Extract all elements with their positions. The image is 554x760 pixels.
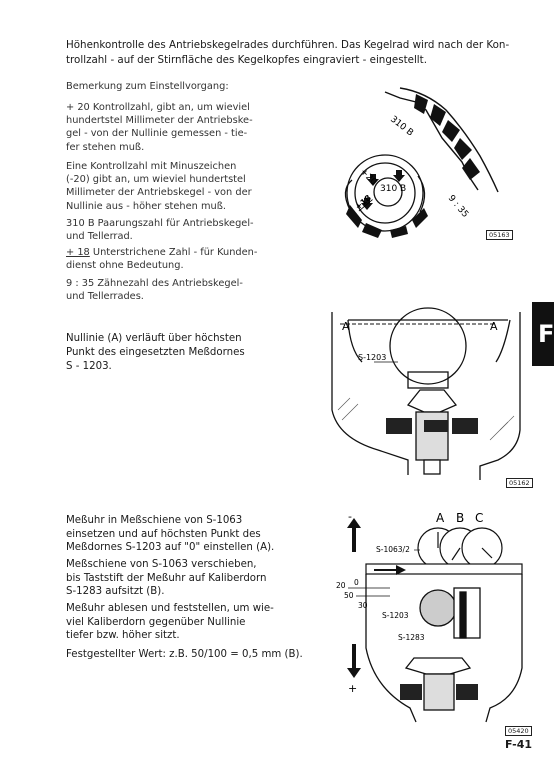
remarks-title: Bemerkung zum Einstellvorgang: (66, 81, 229, 92)
header-line-2: trollzahl - auf der Stirnfläche des Kegelkopfes eingraviert - eingestellt. (66, 54, 427, 66)
text-line: gel - von der Nullinie gemessen - tie- (66, 128, 248, 140)
text-line: bis Taststift der Meßuhr auf Kaliberdorn (66, 572, 267, 584)
section-tab-letter: F (538, 320, 554, 348)
null-line-label-right: A (490, 320, 498, 333)
text-line: S - 1203. (66, 361, 112, 372)
measure-p2 (66, 558, 267, 599)
measure-p4 (66, 648, 303, 662)
text-line: Meßuhr ablesen und feststellen, um wie- (66, 603, 274, 614)
scale-labels (336, 578, 390, 610)
rail-label: S-1063/2 (376, 545, 410, 554)
pair-number-mid: 310 B (380, 184, 407, 194)
text-line: 310 B Paarungszahl für Antriebskegel- (66, 218, 254, 229)
remark-plus20 (66, 101, 253, 154)
tool-label: S-1203 (358, 353, 387, 362)
pair-number-top: 310 B (388, 114, 415, 139)
tool-label-1: S-1203 (382, 611, 409, 620)
remark-minus (66, 160, 252, 213)
page-number: F-41 (505, 738, 533, 751)
text-span: Unterstrichene Zahl - für Kunden- (89, 247, 258, 258)
measure-p3 (66, 602, 274, 643)
scale-0: 0 (354, 578, 359, 587)
plus20-label: +20 (357, 167, 379, 188)
figure-mandrel-housing (328, 310, 524, 485)
null-line-label-left: A (342, 320, 350, 333)
figure-gear-markings (330, 80, 520, 250)
figure-dial-gauge (330, 508, 526, 728)
teeth-label: 9 : 35 (445, 193, 471, 220)
text-line: Punkt des eingesetzten Meßdornes (66, 347, 245, 358)
plus18-label: +18 (353, 193, 373, 212)
text-line: tiefer bzw. höher sitzt. (66, 630, 180, 642)
figure-code-2: 05162 (506, 478, 533, 488)
figure-code-1: 05163 (486, 230, 513, 240)
plus-label: + (348, 682, 358, 695)
text-line: (-20) gibt an, um wieviel hundertstel (66, 174, 246, 186)
underlined-number: + 18 (66, 247, 90, 258)
header-line-1: Höhenkontrolle des Antriebskegelrades durchführen. Das Kegelrad wird nach der Kon- (66, 39, 510, 51)
text-line: fer stehen muß. (66, 141, 145, 153)
text-line: Eine Kontrollzahl mit Minuszeichen (66, 161, 237, 172)
text-line: dienst ohne Bedeutung. (66, 260, 184, 272)
scale-50: 50 (344, 591, 354, 600)
tool-label-2: S-1283 (398, 633, 425, 642)
remark-pairing (66, 217, 254, 243)
text-line: und Tellerrades. (66, 291, 144, 303)
text-line: + 20 Kontrollzahl, gibt an, um wieviel (66, 102, 250, 113)
remark-teeth (66, 277, 243, 303)
text-line: 9 : 35 Zähnezahl des Antriebskegel- (66, 278, 243, 289)
text-line: S-1283 aufsitzt (B). (66, 586, 165, 598)
minus-label: - (348, 510, 352, 523)
text-line: Meßuhr in Meßschiene von S-1063 (66, 515, 243, 526)
ring-gear-dark-teeth (414, 94, 480, 180)
text-line: Nullinie (A) verläuft über höchsten (66, 333, 242, 344)
measuring-rail (366, 564, 522, 575)
text-line: Nullinie aus - höher stehen muß. (66, 200, 227, 212)
scale-20: 20 (336, 581, 346, 590)
text-line: viel Kaliberdorn gegenüber Nullinie (66, 616, 246, 628)
text-line: und Tellerrad. (66, 231, 133, 243)
figure-code-3: 05420 (505, 726, 532, 736)
section-tab (532, 302, 554, 366)
scale-30: 30 (358, 601, 368, 610)
text-line: hundertstel Millimeter der Antriebske- (66, 115, 253, 127)
dial-gauges (418, 528, 502, 568)
text-line: Meßschiene von S-1063 verschieben, (66, 559, 257, 570)
bearings (386, 418, 478, 434)
section-header (66, 38, 509, 68)
text-line: Festgestellter Wert: z.B. 50/100 = 0,5 mm (B). (66, 649, 303, 660)
text-line: Meßdornes S-1203 auf "0" einstellen (A). (66, 542, 275, 554)
gauge-label-c: C (475, 511, 484, 525)
gauge-label-b: B (456, 511, 465, 525)
text-line (66, 246, 257, 259)
text-line: einsetzen und auf höchsten Punkt des (66, 528, 261, 540)
remarks-block (66, 80, 229, 93)
remark-underlined (66, 246, 257, 272)
nulllinie-block (66, 332, 245, 374)
measure-p1 (66, 514, 274, 555)
gauge-label-a: A (436, 511, 445, 525)
text-line: Millimeter der Antriebskegel - von der (66, 187, 252, 199)
